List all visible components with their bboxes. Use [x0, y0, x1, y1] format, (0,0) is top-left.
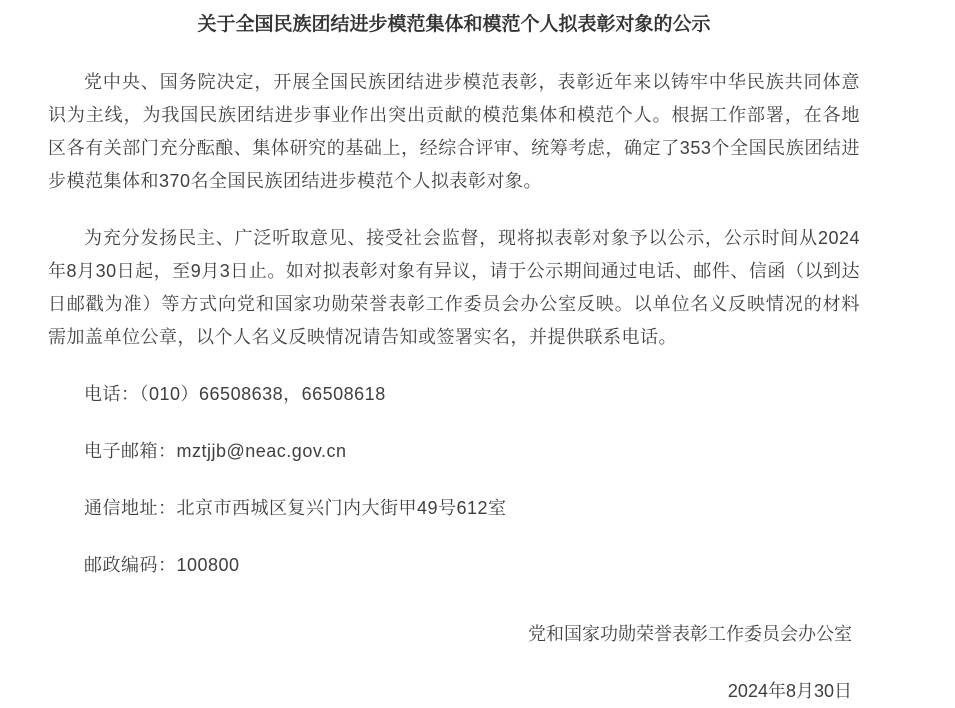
contact-postal-code: 邮政编码：100800 [84, 555, 240, 575]
page-title: 关于全国民族团结进步模范集体和模范个人拟表彰对象的公示 [197, 14, 711, 35]
paragraph-intro: 党中央、国务院决定，开展全国民族团结进步模范表彰，表彰近年来以铸牢中华民族共同体意识为主线，为我国民族团结进步事业作出突出贡献的模范集体和模范个人。根据工作部署，在各地区各有关部门充分酝酿、集体研究的基础上，经综合评审、统筹考虑，确定了353个全国民族团结进步模范集体和370名全国民族团结进步模范个人拟表彰对象。 [48, 72, 860, 191]
contact-email: 电子邮箱：mztjjb@neac.gov.cn [84, 441, 347, 461]
document-date: 2024年8月30日 [727, 681, 852, 701]
contact-address: 通信地址：北京市西城区复兴门内大街甲49号612室 [84, 498, 507, 518]
contact-phone: 电话：（010）66508638，66508618 [84, 384, 386, 404]
signature-office: 党和国家功勋荣誉表彰工作委员会办公室 [528, 624, 852, 644]
paragraph-publicity-notice: 为充分发扬民主、广泛听取意见、接受社会监督，现将拟表彰对象予以公示，公示时间从2024年8月30日起，至9月3日止。如对拟表彰对象有异议，请于公示期间通过电话、邮件、信函（以到达日邮戳为准）等方式向党和国家功勋荣誉表彰工作委员会办公室反映。以单位名义反映情况的材料需加盖单位公章，以个人名义反映情况请告知或签署实名，并提供联系电话。 [48, 228, 860, 347]
